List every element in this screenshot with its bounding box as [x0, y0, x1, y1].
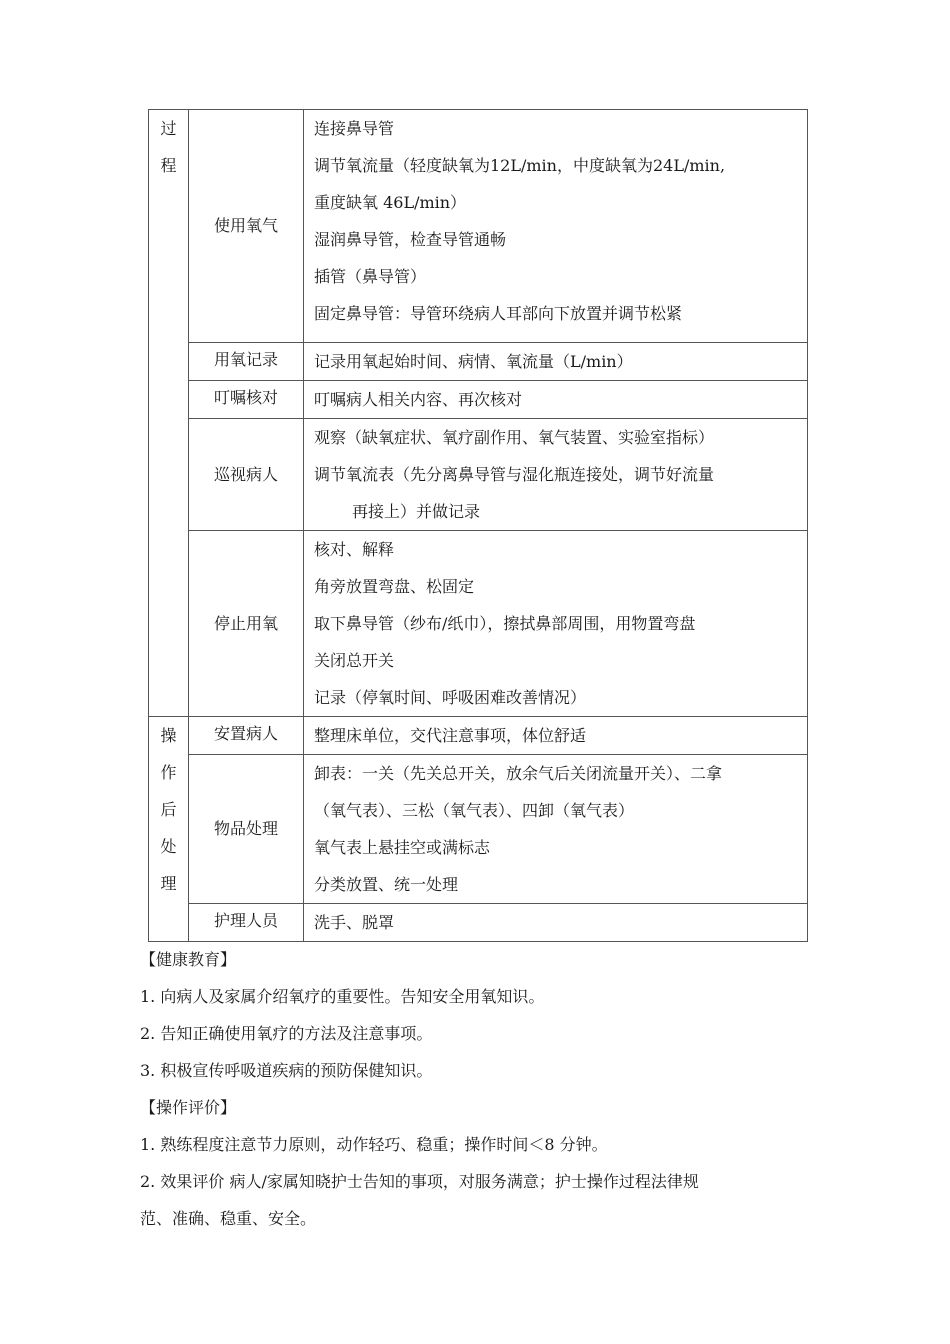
stage-char: 理: [160, 874, 177, 893]
step-text: 卸表：一关（先关总开关，放余气后关闭流量开关）、二拿: [314, 764, 723, 783]
step-text: 连接鼻导管: [314, 119, 395, 138]
category-cell: 物品处理: [189, 755, 304, 904]
procedure-table: [148, 109, 808, 942]
category-cell: 用氧记录: [189, 343, 304, 381]
steps-cell: [304, 343, 808, 381]
section-heading: 【健康教育】: [140, 950, 237, 969]
step-text: 再接上）并做记录: [352, 502, 481, 521]
step-text: 关闭总开关: [314, 651, 395, 670]
stage-char: 后: [160, 800, 177, 819]
steps-cell: [304, 381, 808, 419]
category-cell: 停止用氧: [189, 531, 304, 717]
table-row: [149, 755, 808, 904]
stage-process-cell: [149, 110, 189, 717]
step-text: 调节氧流量（轻度缺氧为12L/min，中度缺氧为24L/min,: [314, 156, 726, 175]
list-item: 范、准确、稳重、安全。: [140, 1209, 317, 1228]
step-text: 分类放置、统一处理: [314, 875, 459, 894]
step-text: 观察（缺氧症状、氧疗副作用、氧气装置、实验室指标）: [314, 428, 715, 447]
step-text: 插管（鼻导管）: [314, 267, 427, 286]
table-row: [149, 343, 808, 381]
category-cell: 安置病人: [189, 717, 304, 755]
step-text: 记录用氧起始时间、病情、氧流量（L/min）: [314, 352, 633, 371]
steps-cell: [304, 110, 808, 343]
steps-cell: [304, 531, 808, 717]
table-row: [149, 717, 808, 755]
stage-char: 操: [160, 726, 177, 745]
stage-after-cell: [149, 717, 189, 942]
table-row: [149, 381, 808, 419]
step-text: 洗手、脱罩: [314, 913, 395, 932]
step-text: 叮嘱病人相关内容、再次核对: [314, 390, 523, 409]
stage-char: 作: [160, 763, 177, 782]
category-cell: 护理人员: [189, 904, 304, 942]
steps-cell: [304, 755, 808, 904]
step-text: 重度缺氧 46L/min）: [314, 193, 467, 212]
section-heading: 【操作评价】: [140, 1098, 237, 1117]
step-text: 角旁放置弯盘、松固定: [314, 577, 475, 596]
list-item: 1. 向病人及家属介绍氧疗的重要性。告知安全用氧知识。: [140, 987, 545, 1006]
steps-cell: [304, 717, 808, 755]
category-cell: 叮嘱核对: [189, 381, 304, 419]
step-text: 整理床单位，交代注意事项，体位舒适: [314, 726, 587, 745]
table-row: [149, 531, 808, 717]
category-cell: 巡视病人: [189, 419, 304, 531]
step-text: 调节氧流表（先分离鼻导管与湿化瓶连接处，调节好流量: [314, 465, 715, 484]
step-text: 记录（停氧时间、呼吸困难改善情况）: [314, 688, 587, 707]
stage-char: 程: [160, 156, 177, 175]
steps-cell: [304, 904, 808, 942]
steps-cell: [304, 419, 808, 531]
table-row: [149, 904, 808, 942]
list-item: 3. 积极宣传呼吸道疾病的预防保健知识。: [140, 1061, 433, 1080]
step-text: 取下鼻导管（纱布/纸巾），擦拭鼻部周围，用物置弯盘: [314, 614, 696, 633]
step-text: 氧气表上悬挂空或满标志: [314, 838, 491, 857]
step-text: 核对、解释: [314, 540, 395, 559]
table-row: [149, 419, 808, 531]
stage-char: 过: [160, 119, 177, 138]
health-education-section: [140, 941, 820, 1237]
table-row: [149, 110, 808, 343]
step-text: 固定鼻导管：导管环绕病人耳部向下放置并调节松紧: [314, 304, 683, 323]
step-text: 湿润鼻导管，检查导管通畅: [314, 230, 507, 249]
step-text: （氧气表）、三松（氧气表）、四卸（氧气表）: [314, 801, 635, 820]
list-item: 2. 告知正确使用氧疗的方法及注意事项。: [140, 1024, 433, 1043]
list-item: 2. 效果评价 病人/家属知晓护士告知的事项，对服务满意；护士操作过程法律规: [140, 1172, 699, 1191]
category-cell: 使用氧气: [189, 110, 304, 343]
list-item: 1. 熟练程度注意节力原则，动作轻巧、稳重；操作时间＜8 分钟。: [140, 1135, 608, 1154]
stage-char: 处: [160, 837, 177, 856]
